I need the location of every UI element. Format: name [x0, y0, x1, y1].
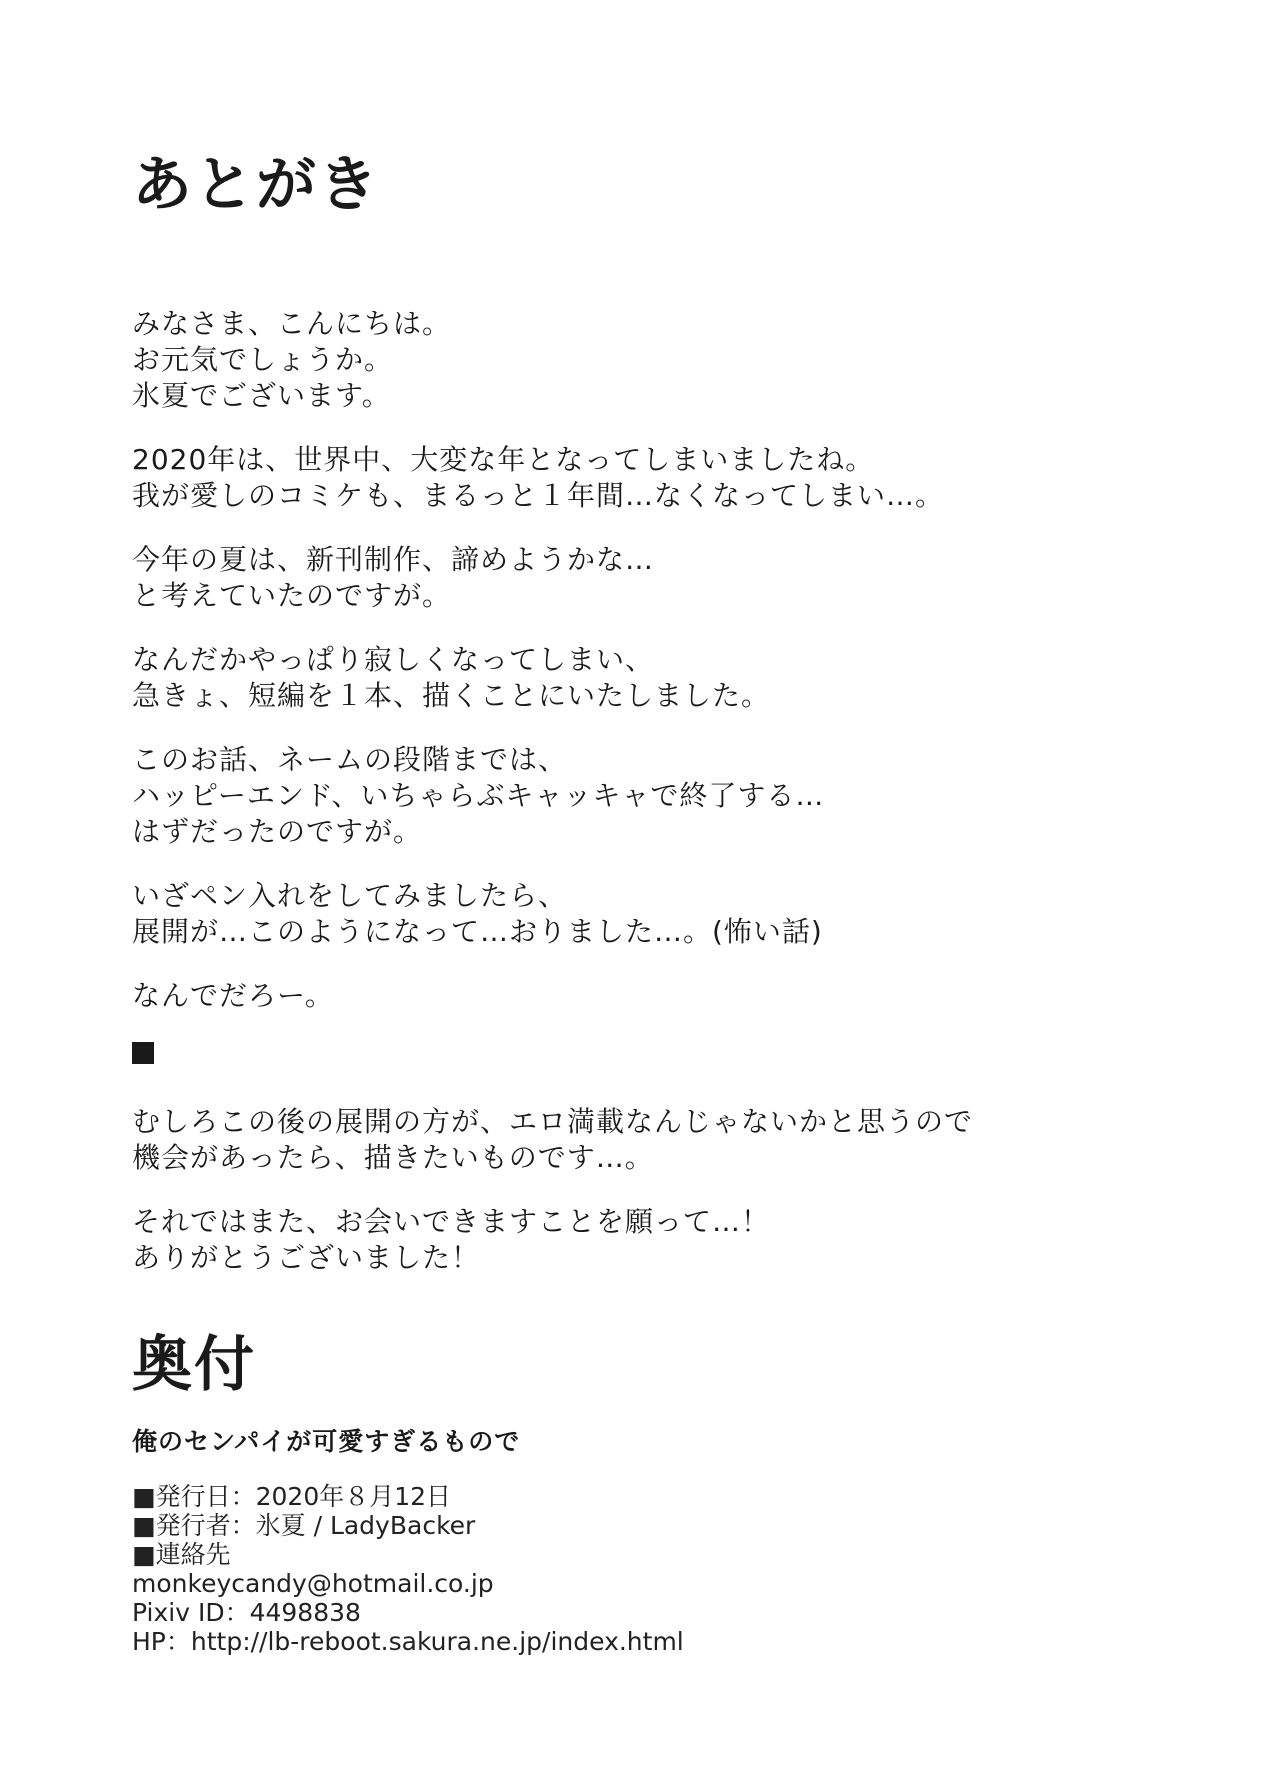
afterword-paragraph-5 [132, 742, 1172, 850]
text-line: それではまた、お会いできますことを願って…！ [132, 1205, 771, 1238]
afterword-heading: あとがき [132, 150, 380, 220]
colophon-info [132, 1482, 1172, 1656]
text-line: お元気でしょうか。 [132, 343, 394, 376]
text-line: なんだかやっぱり寂しくなってしまい、 [132, 643, 655, 676]
colophon-heading: 奥付 [132, 1330, 256, 1400]
text-line: はずだったのですが。 [132, 815, 423, 848]
publish-date: ■発行日：2020年８月12日 [132, 1482, 452, 1511]
pixiv-id: Pixiv ID：4498838 [132, 1598, 361, 1627]
afterword-paragraph-1 [132, 306, 1172, 414]
afterword-paragraph-6 [132, 878, 1172, 950]
text-line: いざペン入れをしてみましたら、 [132, 879, 568, 912]
text-line: 今年の夏は、新刊制作、諦めようかな… [132, 543, 655, 576]
contact-label: ■連絡先 [132, 1540, 231, 1569]
homepage-url: HP：http://lb-reboot.sakura.ne.jp/index.html [132, 1627, 684, 1656]
text-line: むしろこの後の展開の方が、エロ満載なんじゃないかと思うので [132, 1105, 974, 1138]
afterword-body [132, 306, 1172, 1276]
text-line: ハッピーエンド、いちゃらぶキャッキャで終了する… [132, 779, 825, 812]
text-line: みなさま、こんにちは。 [132, 307, 452, 340]
text-line: 急きょ、短編を１本、描くことにいたしました。 [132, 679, 771, 712]
afterword-paragraph-8 [132, 1104, 1172, 1176]
afterword-paragraph-2 [132, 442, 1172, 514]
black-square-icon [132, 1042, 154, 1064]
afterword-paragraph-7 [132, 978, 1172, 1014]
afterword-paragraph-9 [132, 1204, 1172, 1276]
contact-email: monkeycandy@hotmail.co.jp [132, 1569, 494, 1598]
text-line: 2020年は、世界中、大変な年となってしまいましたね。 [132, 443, 875, 476]
text-line: と考えていたのですが。 [132, 579, 452, 612]
text-line: ありがとうございました！ [132, 1241, 481, 1274]
publisher: ■発行者：氷夏 / LadyBacker [132, 1511, 476, 1540]
text-line: このお話、ネームの段階までは、 [132, 743, 568, 776]
text-line: 展開が…このようになって…おりました…。(怖い話) [132, 915, 823, 948]
text-line: 我が愛しのコミケも、まるっと１年間…なくなってしまい…。 [132, 479, 945, 512]
afterword-paragraph-4 [132, 642, 1172, 714]
afterword-section [132, 150, 1172, 1304]
book-title: 俺のセンパイが可愛すぎるもので [132, 1427, 521, 1456]
text-line: 機会があったら、描きたいものです…。 [132, 1141, 654, 1174]
colophon-section [132, 1330, 1172, 1656]
text-line: 氷夏でございます。 [132, 379, 391, 412]
text-line: なんでだろー。 [132, 979, 334, 1012]
afterword-paragraph-3 [132, 542, 1172, 614]
